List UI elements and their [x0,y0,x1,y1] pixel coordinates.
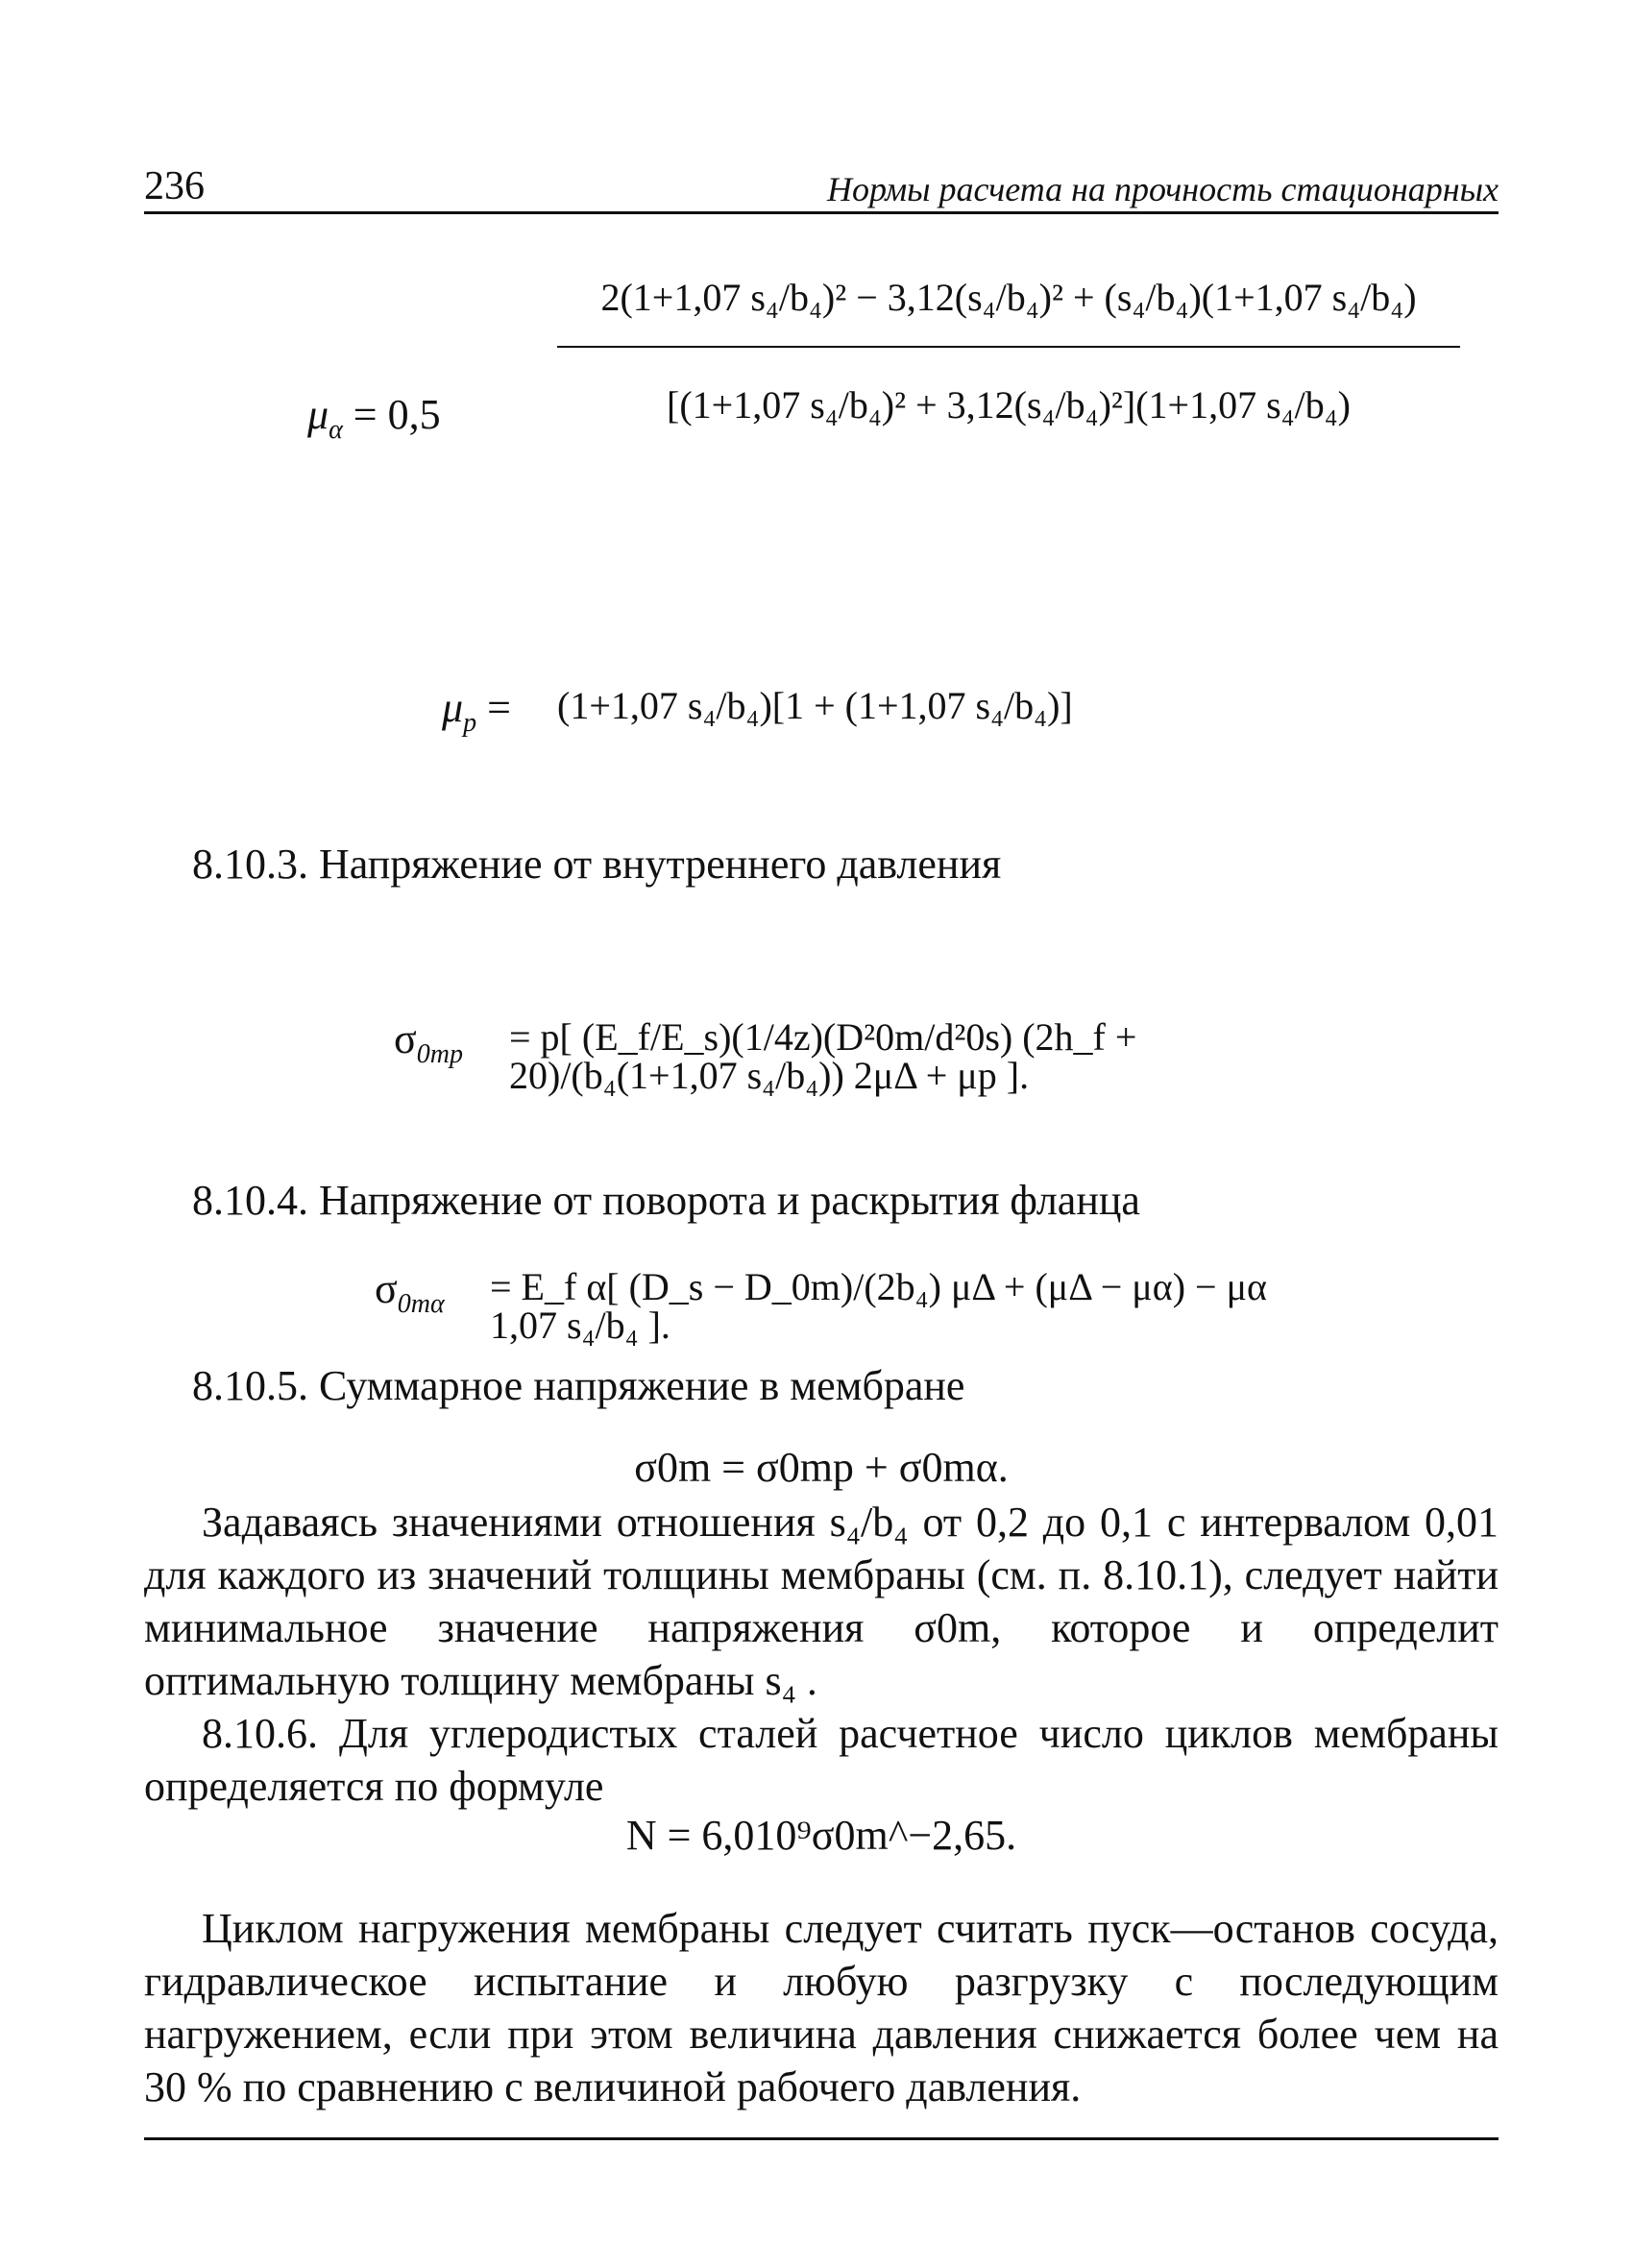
equation-sigma-0ma [375,1239,1287,1354]
sigma-0mp-rhs: = p[ (E_f/E_s)(1/4z)(D²0m/d²0s) (2h_f + 20)/(b₄(1+1,07 s₄/b₄)) 2μΔ + μp ]. [509,1015,1137,1097]
page-header [144,163,1499,214]
mu-alpha-symbol: μ [307,391,329,438]
sigma-0mp-symbol: σ [394,1015,417,1062]
mu-alpha-numerator: 2(1+1,07 s₄/b₄)² − 3,12(s₄/b₄)² + (s₄/b₄)(1+1,07 s₄/b₄) [557,279,1460,348]
equation-N: N = 6,010⁹σ0m^−2,65. [625,1812,1017,1859]
running-title: Нормы расчета на прочность стационарных [827,170,1499,208]
section-8-10-3: 8.10.3. Напряжение от внутреннего давления [192,841,1002,888]
mu-p-rhs: (1+1,07 s₄/b₄)[1 + (1+1,07 s₄/b₄)] [557,684,1073,727]
mu-p-subscript: p [463,707,477,738]
equation-sigma-0mp [394,922,1258,1172]
mu-p-symbol: μ [442,684,464,731]
sigma-0ma-rhs: = E_f α[ (D_s − D_0m)/(2b₄) μΔ + (μΔ − μα) − μα 1,07 s₄/b₄ ]. [490,1265,1267,1347]
paragraph-cycle: Циклом нагружения мембраны следует считать пуск—останов сосуда, гидравлическое испытание и любую разгрузку с последующим нагружением, если при этом величина давления снижается более чем на 30 % по сравнению с величиной рабочего давления. [144,1905,1499,2110]
equation-mu-alpha [307,250,1479,557]
sigma-0mp-subscript: 0mp [416,1038,463,1069]
mu-alpha-coefficient: = 0,5 [353,391,441,438]
section-8-10-4: 8.10.4. Напряжение от поворота и раскрытия фланца [192,1177,1140,1224]
equation-mu-p: $\mu_p$ = (1+1,07 s₄/b₄)[1 + (1+1,07 s₄/b₄)] [442,684,1073,738]
mu-alpha-denominator: [(1+1,07 s₄/b₄)² + 3,12(s₄/b₄)²](1+1,07 s₄/b₄) [667,383,1351,427]
section-8-10-5: 8.10.5. Суммарное напряжение в мембране [192,1362,965,1409]
paragraph-interval: Задаваясь значениями отношения s₄/b₄ от 0,2 до 0,1 с интервалом 0,01 для каждого из значений толщины мембраны (см. п. 8.10.1), следует найти минимальное значение напряжения σ0m, которое и определит оптимальную толщину мембраны s₄ . [144,1499,1499,1704]
sigma-0ma-subscript: 0mα [397,1288,445,1319]
mu-alpha-subscript: α [329,414,343,445]
bottom-rule [144,2137,1499,2140]
page-number: 236 [144,164,205,208]
paragraph-8-10-6: 8.10.6. Для углеродистых сталей расчетное число циклов мембраны определяется по формуле [144,1710,1499,1810]
equation-sigma-sum: σ0m = σ0mp + σ0mα. [634,1444,1009,1491]
sigma-0ma-symbol: σ [375,1265,398,1312]
